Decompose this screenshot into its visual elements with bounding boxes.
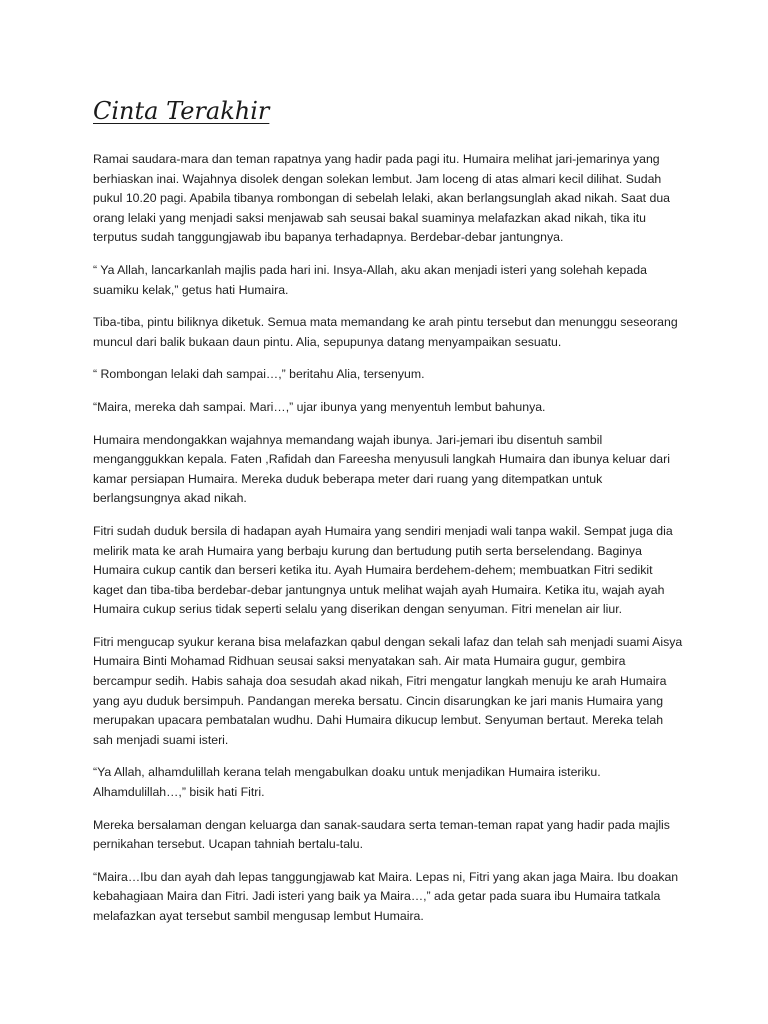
document-title: Cinta Terakhir: [93, 97, 270, 125]
paragraph: Mereka bersalaman dengan keluarga dan sanak-saudara serta teman-teman rapat yang hadir pada majlis pernikahan tersebut. Ucapan tahniah bertalu-talu.: [93, 817, 670, 852]
paragraph: Ramai saudara-mara dan teman rapatnya yang hadir pada pagi itu. Humaira melihat jari-jemarinya yang berhiaskan inai. Wajahnya disolek dengan solekan lembut. Jam loceng di atas almari kecil dilihat. Sudah pukul 10.20 pagi. Apabila tibanya rombongan di sebelah lelaki, akan berlangsunglah akad nikah. Saat dua orang lelaki yang menjadi saksi menjawab sah seusai bakal suaminya melafazkan akad nikah, tika itu terputus sudah tanggungjawab ibu bapanya terhadapnya. Berdebar-debar jantungnya.: [93, 152, 671, 245]
paragraph: Fitri mengucap syukur kerana bisa melafazkan qabul dengan sekali lafaz dan telah sah menjadi suami Aisya Humaira Binti Mohamad Ridhuan seusai saksi menyatakan sah. Air mata Humaira gugur, gembira bercampur sedih. Habis sahaja doa sesudah akad nikah, Fitri mengatur langkah menuju ke arah Humaira yang ayu duduk bersimpuh. Pandangan mereka bersatu. Cincin disarungkan ke jari manis Humaira yang merupakan upacara pembatalan wudhu. Dahi Humaira dikucup lembut. Senyuman bertaut. Mereka telah sah menjadi suami isteri.: [93, 634, 683, 747]
paragraph: Fitri sudah duduk bersila di hadapan ayah Humaira yang sendiri menjadi wali tanpa wakil. Sempat juga dia melirik mata ke arah Humaira yang berbaju kurung dan bertudung putih serta berselendang. Baginya Humaira cukup cantik dan berseri ketika itu. Ayah Humaira berdehem-dehem; membuatkan Fitri sedikit kaget dan tiba-tiba berdebar-debar jantungnya untuk melihat wajah ayah Humaira. Ketika itu, wajah ayah Humaira cukup serius tidak seperti selalu yang diserikan dengan senyuman. Fitri menelan air liur.: [93, 523, 673, 617]
paragraph: “ Ya Allah, lancarkanlah majlis pada hari ini. Insya-Allah, aku akan menjadi isteri yang solehah kepada suamiku kelak,” getus hati Humaira.: [93, 262, 647, 297]
paragraph: “Maira, mereka dah sampai. Mari…,” ujar ibunya yang menyentuh lembut bahunya.: [93, 399, 546, 414]
paragraph: “ Rombongan lelaki dah sampai…,” beritahu Alia, tersenyum.: [93, 367, 425, 382]
paragraph: Tiba-tiba, pintu biliknya diketuk. Semua mata memandang ke arah pintu tersebut dan menunggu seseorang muncul dari balik bukaan daun pintu. Alia, sepupunya datang menyampaikan sesuatu.: [93, 315, 678, 349]
paragraph: “Maira…Ibu dan ayah dah lepas tanggungjawab kat Maira. Lepas ni, Fitri yang akan jaga Maira. Ibu doakan kebahagiaan Maira dan Fitri. Jadi isteri yang baik ya Maira…,” ada getar pada suara ibu Humaira tatkala melafazkan ayat tersebut sambil mengusap lembut Humaira.: [93, 869, 679, 923]
paragraph: “Ya Allah, alhamdulillah kerana telah mengabulkan doaku untuk menjadikan Humaira isteriku. Alhamdulillah…,” bisik hati Fitri.: [93, 765, 601, 800]
paragraph: Humaira mendongakkan wajahnya memandang wajah ibunya. Jari-jemari ibu disentuh sambil menganggukkan kepala. Faten ,Rafidah dan Fareesha menyusuli langkah Humaira dan ibunya keluar dari kamar persiapan Humaira. Mereka duduk beberapa meter dari ruang yang ditempatkan untuk berlangsungnya akad nikah.: [93, 432, 670, 506]
document-body: [93, 150, 683, 940]
